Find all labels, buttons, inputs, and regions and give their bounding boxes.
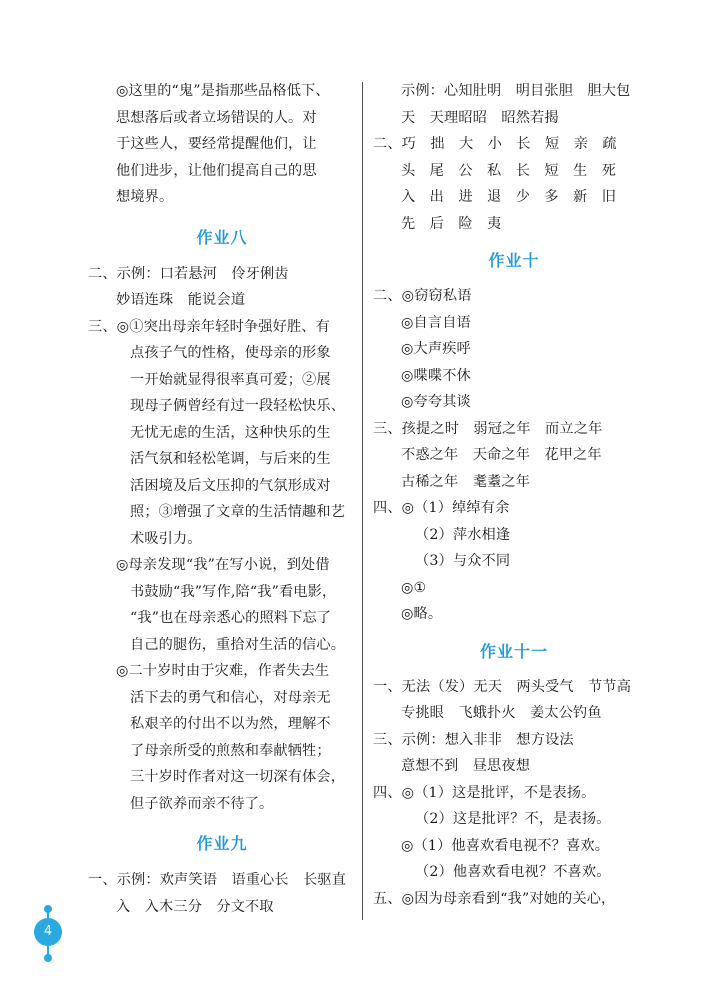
right-column: [373, 78, 655, 912]
section-heading-hw8: 作业八: [196, 227, 248, 247]
text-line: ◎二十岁时由于灾难，作者失去生: [116, 663, 330, 679]
text-line: 四、◎（1）这是批评，不是表扬。: [373, 784, 596, 801]
text-line: 于这些人，要经常提醒他们，让: [116, 136, 317, 152]
text-line: 入 出 进 退 少 多 新 旧: [401, 189, 617, 205]
text-line: 自己的腿伤，重拾对生活的信心。: [130, 636, 346, 653]
text-line: 入 入木三分 分文不取: [116, 898, 274, 915]
text-line: ◎夸夸其谈: [401, 394, 471, 410]
text-line: 点孩子气的性格，使母亲的形象: [130, 345, 331, 361]
text-line: （2）这是批评？不，是表扬。: [415, 811, 611, 827]
text-line: （3）与众不同: [415, 553, 511, 569]
text-line: 但子欲养而亲不待了。: [130, 795, 274, 812]
text-line: 妙语连珠 能说会道: [116, 292, 246, 308]
text-line: ◎略。: [401, 606, 443, 622]
text-line: 三、◎①突出母亲年轻时争强好胜、有: [88, 318, 330, 335]
page-marker-dot-bottom: [44, 954, 52, 962]
text-line: 书鼓励“我”写作,陪“我”看电影，: [130, 583, 337, 600]
text-line: 二、◎窃窃私语: [373, 288, 472, 304]
text-line: 术吸引力。: [130, 530, 202, 547]
text-line: 照；③增强了文章的生活情趣和艺: [130, 504, 346, 520]
page-number: 4: [43, 924, 53, 939]
text-line: 三、孩提之时 弱冠之年 而立之年: [373, 420, 603, 437]
text-line: （2）萍水相逢: [415, 526, 511, 543]
text-line: 三十岁时作者对这一切深有体会，: [130, 769, 346, 785]
text-line: ◎母亲发现“我”在写小说，到处借: [116, 557, 330, 573]
text-line: 头 尾 公 私 长 短 生 死: [401, 162, 617, 179]
text-line: 示例：心知肚明 明目张胆 胆大包: [401, 83, 631, 99]
section-heading-hw11: 作业十一: [479, 641, 548, 661]
text-line: ◎自言自语: [401, 314, 471, 331]
text-line: 二、巧 拙 大 小 长 短 亲 疏: [373, 136, 617, 152]
text-line: 四、◎（1）绰绰有余: [373, 500, 510, 516]
text-line: 活困境及后文压抑的气氛形成对: [130, 477, 331, 494]
text-line: 活下去的勇气和信心，对母亲无: [130, 689, 331, 706]
text-line: 天 天理昭昭 昭然若揭: [401, 109, 559, 126]
text-line: 意想不到 昼思夜想: [401, 758, 531, 774]
text-line: （2）他喜欢看电视？不喜欢。: [415, 864, 611, 880]
left-column: [88, 78, 356, 920]
text-line: 五、◎因为母亲看到“我”对她的关心，: [373, 890, 616, 907]
text-line: ◎（1）他喜欢看电视不？喜欢。: [401, 837, 610, 854]
text-line: 一、示例：欢声笑语 语重心长 长驱直: [88, 872, 347, 888]
text-line: ◎这里的“鬼”是指那些品格低下、: [116, 83, 330, 99]
text-line: 活气氛和轻松笔调，与后来的生: [130, 451, 331, 467]
text-line: 专挑眼 飞蛾扑火 姜太公钓鱼: [401, 705, 602, 721]
text-line: 先 后 险 夷: [401, 215, 502, 232]
text-line: “我”也在母亲悉心的照料下忘了: [130, 610, 332, 626]
section-heading-hw9: 作业九: [196, 834, 248, 853]
text-line: 三、示例：想入非非 想方设法: [373, 731, 574, 748]
text-line: 一、无法（发）无天 两头受气 节节高: [373, 678, 632, 695]
text-line: 一开始就显得很率真可爱；②展: [130, 371, 331, 388]
text-line: ◎大声疾呼: [401, 341, 471, 357]
page-number-badge: [34, 918, 62, 946]
section-heading-hw10: 作业十: [488, 251, 540, 270]
text-line: 现母子俩曾经有过一段轻松快乐、: [130, 398, 346, 414]
text-line: ◎喋喋不休: [401, 367, 471, 384]
text-line: 古稀之年 耄耋之年: [401, 473, 531, 490]
text-line: 私艰辛的付出不以为然，理解不: [130, 716, 331, 732]
column-divider: [362, 82, 363, 920]
text-line: 无忧无虑的生活，这种快乐的生: [130, 424, 331, 441]
text-line: 不惑之年 天命之年 花甲之年: [401, 447, 602, 463]
text-line: 二、示例：口若悬河 伶牙俐齿: [88, 265, 289, 282]
text-line: ◎①: [401, 579, 427, 596]
text-line: 想境界。: [116, 189, 174, 205]
text-line: 他们进步，让他们提高自己的思: [116, 162, 317, 179]
text-line: 思想落后或者立场错误的人。对: [116, 109, 317, 126]
text-line: 了母亲所受的煎熬和奉献牺牲；: [130, 742, 331, 759]
